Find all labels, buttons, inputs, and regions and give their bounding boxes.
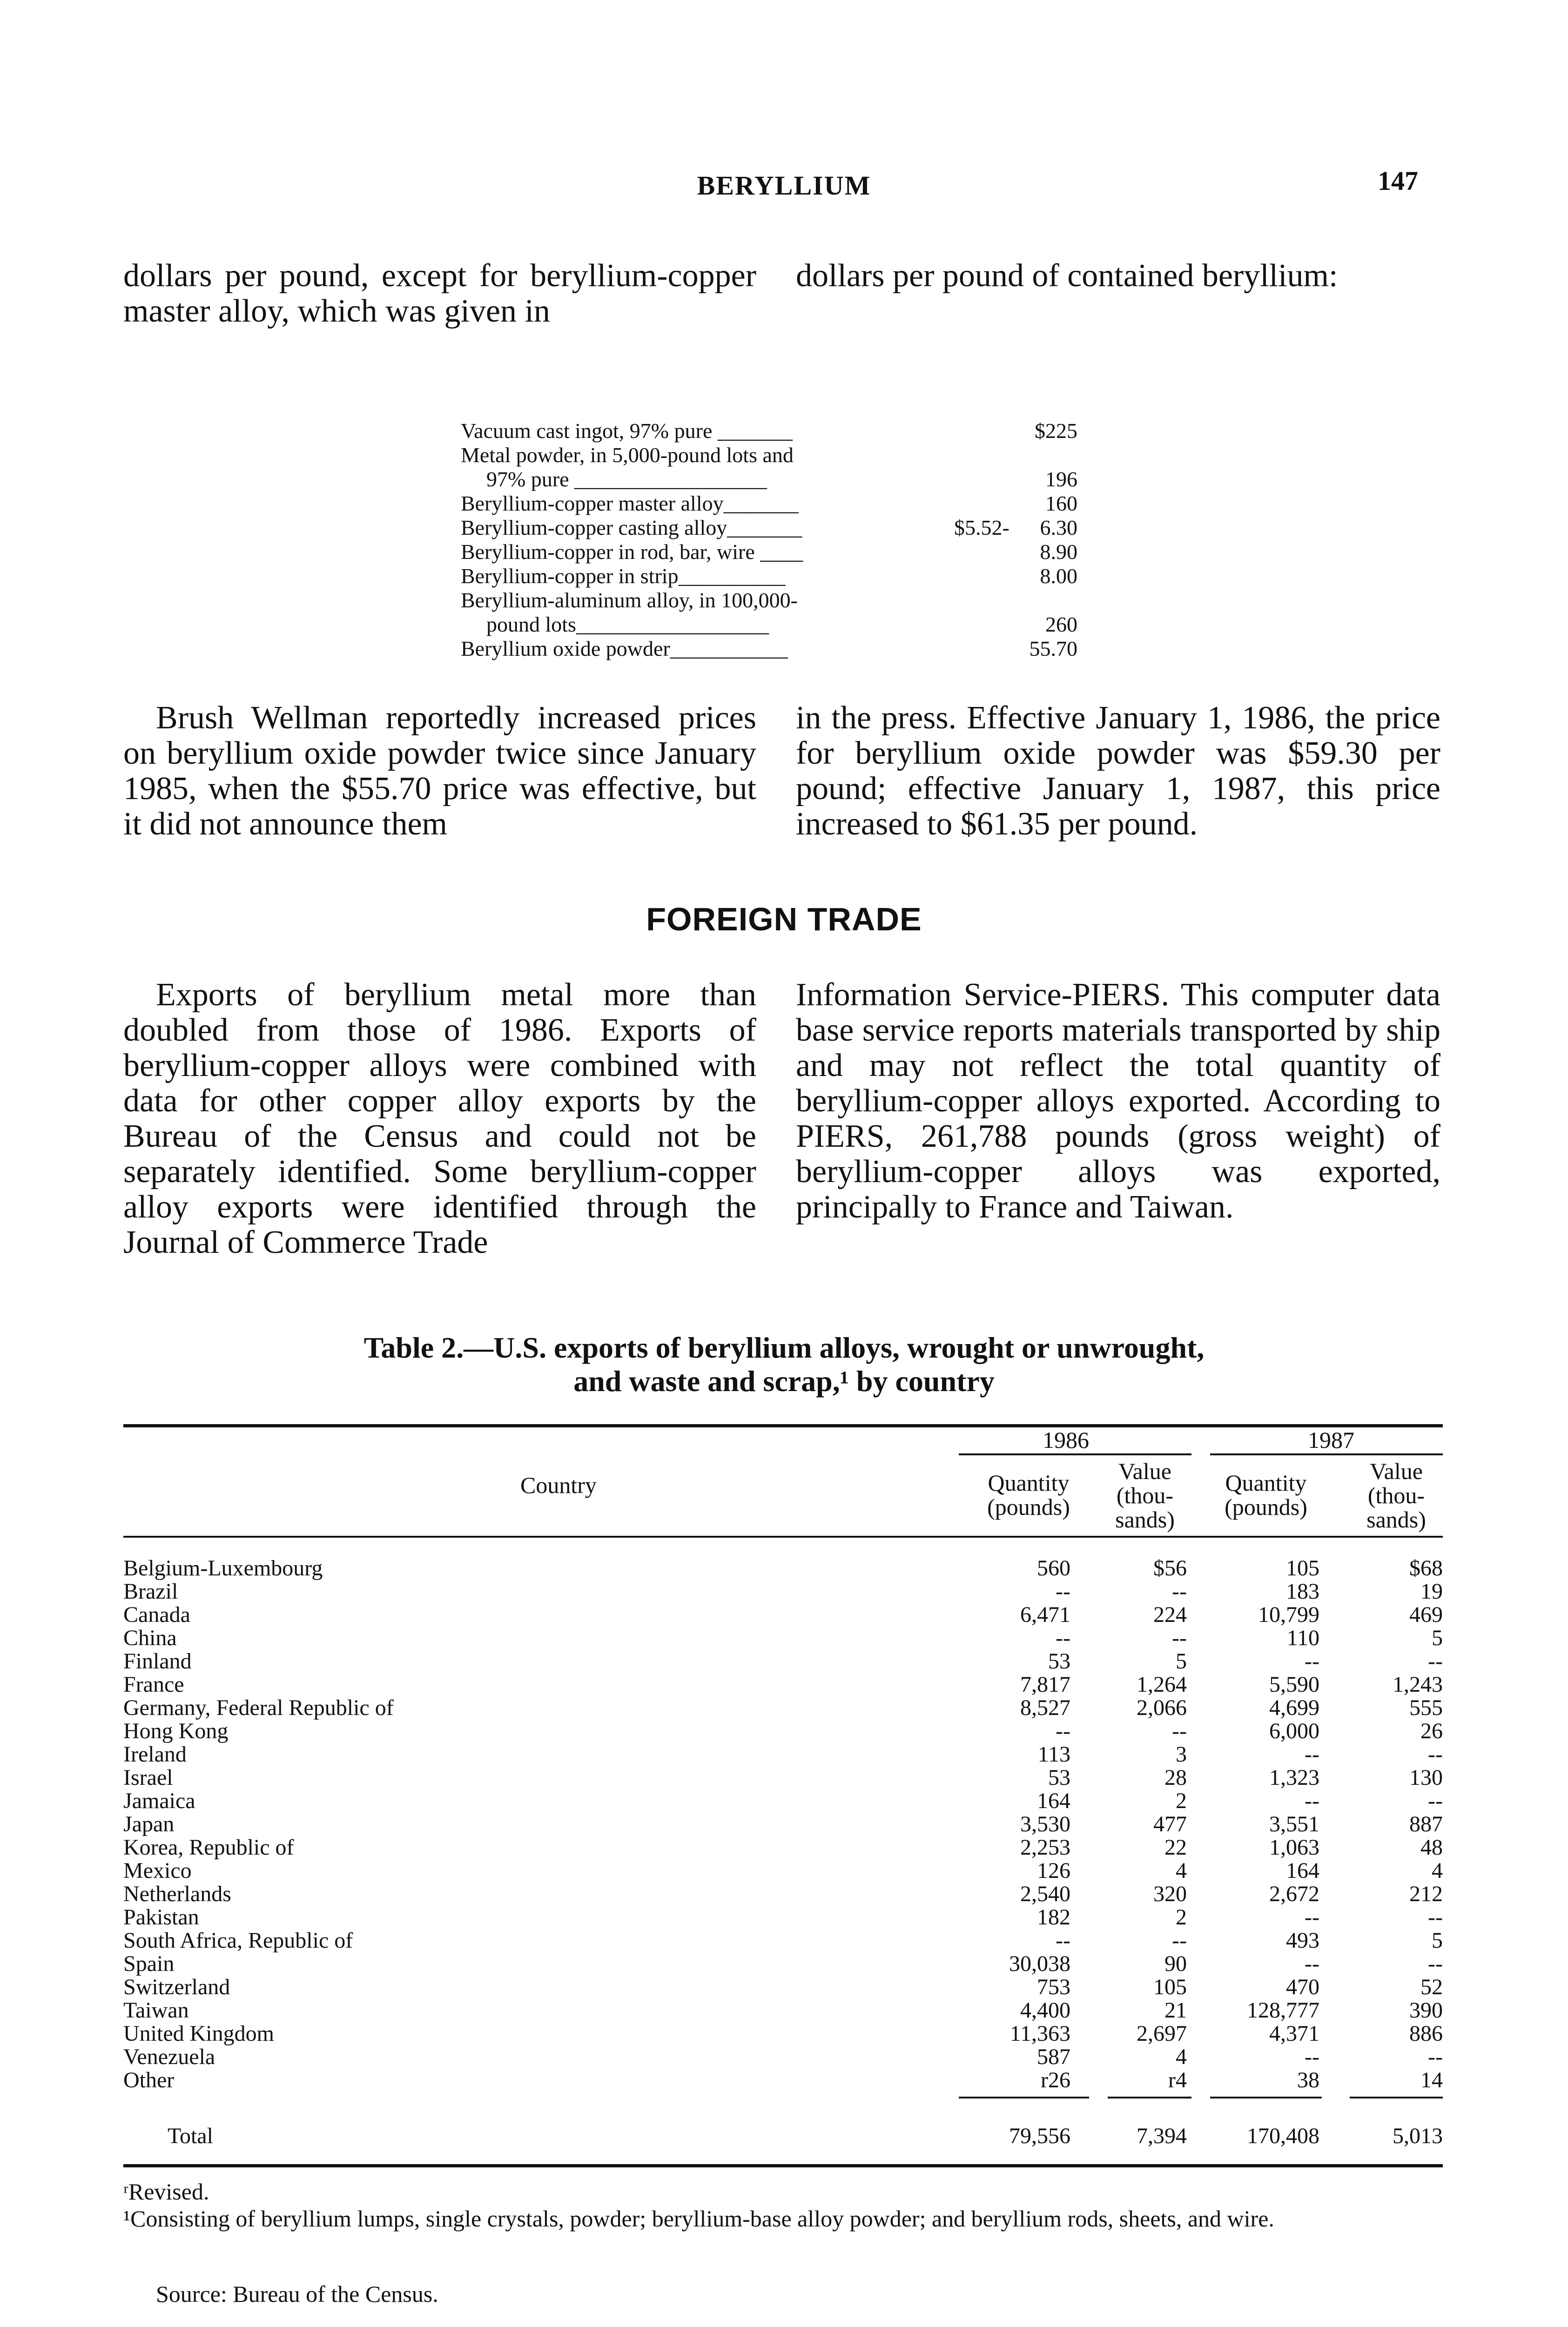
quantity-1986: 126 (1037, 1858, 1070, 1883)
year-1987-rule (1210, 1453, 1443, 1455)
value-1986: 477 (1153, 1812, 1187, 1836)
quantity-1986: 587 (1037, 2045, 1070, 2069)
quantity-1987: 4,371 (1269, 2021, 1319, 2046)
quantity-1987: -- (1305, 2045, 1319, 2069)
value-1987: 5 (1432, 1626, 1443, 1650)
price-paragraph-right (796, 700, 1440, 842)
table-row (123, 1580, 1443, 1603)
country-name: Ireland (123, 1742, 187, 1767)
value-1986: 22 (1164, 1835, 1187, 1860)
value-1986: 2 (1176, 1905, 1187, 1930)
table-row (123, 1743, 1443, 1766)
price-paragraph-left (123, 700, 756, 842)
country-name: Netherlands (123, 1882, 231, 1906)
value-1986: r4 (1168, 2068, 1187, 2092)
value-1987: 1,243 (1393, 1672, 1443, 1697)
quantity-1986: 2,253 (1020, 1835, 1070, 1860)
footnote-revised: ʳRevised. (123, 2179, 209, 2205)
value-1986: 90 (1164, 1951, 1187, 1976)
table-header-rule (123, 1536, 1443, 1538)
table-row (123, 1836, 1443, 1859)
value-1986: $56 (1153, 1556, 1187, 1580)
table-row (123, 2045, 1443, 2069)
country-name: Brazil (123, 1579, 178, 1604)
quantity-1986: r26 (1041, 2068, 1070, 2092)
table-row (123, 2022, 1443, 2045)
price-label: 97% pure __________________ (486, 467, 767, 491)
table-row (123, 2069, 1443, 2092)
quantity-1986: 113 (1037, 1742, 1070, 1767)
price-value: 260 (1045, 612, 1077, 636)
value-1986: 28 (1164, 1765, 1187, 1790)
total-value-1987: 5,013 (1393, 2124, 1443, 2148)
country-name: Pakistan (123, 1905, 199, 1930)
subtotal-rule (1108, 2097, 1191, 2098)
quantity-1986: -- (1056, 1928, 1070, 1953)
page-number: 147 (1378, 166, 1418, 196)
value-1986: 2 (1176, 1789, 1187, 1813)
country-name: France (123, 1672, 184, 1697)
table-row (123, 1976, 1443, 1999)
value-1987: 212 (1409, 1882, 1443, 1906)
total-value-1986: 7,394 (1137, 2124, 1187, 2148)
country-name: Korea, Republic of (123, 1835, 294, 1860)
price-label: pound lots__________________ (486, 612, 769, 636)
country-name: Spain (123, 1951, 175, 1976)
quantity-1986: 560 (1037, 1556, 1070, 1580)
quantity-1986: 30,038 (1009, 1951, 1070, 1976)
quantity-1987: 183 (1286, 1579, 1319, 1604)
price-prefix: $5.52- (954, 516, 1009, 539)
price-label: Beryllium oxide powder___________ (461, 637, 788, 660)
trade-paragraph-right-text: Information Service-PIERS. This computer data base service reports materials transported by ship and may not reflect the total quantity of beryllium-copper alloys exported. According to PIERS, 261,788 pounds (gross weight) of beryllium-copper alloys was exported, principally to France and Taiwan. (796, 977, 1440, 1225)
value-1987: -- (1428, 1905, 1443, 1930)
price-value: 8.90 (1040, 540, 1077, 564)
quantity-1987: -- (1305, 1742, 1319, 1767)
price-row (461, 516, 1112, 540)
table-row (123, 1859, 1443, 1883)
quantity-1987: 128,777 (1247, 1998, 1319, 2023)
country-name: Taiwan (123, 1998, 189, 2023)
year-1986-header: 1986 (1043, 1427, 1089, 1453)
country-name: Other (123, 2068, 175, 2092)
country-name: South Africa, Republic of (123, 1928, 353, 1953)
country-name: Venezuela (123, 2045, 215, 2069)
value-1987: 469 (1409, 1602, 1443, 1627)
quantity-1986: 753 (1037, 1975, 1070, 1999)
quantity-1986: 53 (1048, 1649, 1070, 1674)
value-1987: 26 (1420, 1719, 1443, 1743)
price-value: 55.70 (1029, 637, 1077, 660)
table-row (123, 1720, 1443, 1743)
quantity-1987: 5,590 (1269, 1672, 1319, 1697)
quantity-1987: 164 (1286, 1858, 1319, 1883)
value-1987: 887 (1409, 1812, 1443, 1836)
value-1987-header: Value (thou- sands) (1366, 1458, 1426, 1533)
value-1986: 21 (1164, 1998, 1187, 2023)
quantity-1986: 7,817 (1020, 1672, 1070, 1697)
value-1986: 5 (1176, 1649, 1187, 1674)
quantity-1986: 182 (1037, 1905, 1070, 1930)
quantity-1987-header: Quantity (pounds) (1225, 1470, 1307, 1520)
price-value: 196 (1045, 467, 1077, 491)
value-1987: $68 (1409, 1556, 1443, 1580)
value-1986: -- (1172, 1579, 1187, 1604)
quantity-1987: 10,799 (1258, 1602, 1319, 1627)
quantity-1987: -- (1305, 1905, 1319, 1930)
table-row (123, 1906, 1443, 1929)
running-title: BERYLLIUM (697, 170, 871, 201)
value-1987: 48 (1420, 1835, 1443, 1860)
value-1987: 19 (1420, 1579, 1443, 1604)
value-1987: 5 (1432, 1928, 1443, 1953)
price-paragraph-left-text: Brush Wellman reportedly increased prices on beryllium oxide powder twice since January 1985, when the $55.70 price was effective, but it did not announce them (123, 700, 756, 842)
table-row (123, 1627, 1443, 1650)
quantity-1987: 1,323 (1269, 1765, 1319, 1790)
subtotal-rule (959, 2097, 1089, 2098)
quantity-1986: 2,540 (1020, 1882, 1070, 1906)
trade-paragraph-right (796, 977, 1440, 1225)
country-name: Mexico (123, 1858, 192, 1883)
country-name: Hong Kong (123, 1719, 229, 1743)
total-label: Total (168, 2124, 213, 2148)
value-1986: 3 (1176, 1742, 1187, 1767)
table-row (123, 1789, 1443, 1813)
year-1987-header: 1987 (1308, 1427, 1354, 1453)
price-paragraph-right-text: in the press. Effective January 1, 1986, the price for beryllium oxide powder was $59.30 per pound; effective January 1, 1987, this price increased to $61.35 per pound. (796, 700, 1440, 842)
price-label: Vacuum cast ingot, 97% pure _______ (461, 419, 793, 443)
country-column-header: Country (520, 1472, 597, 1498)
quantity-1986: 3,530 (1020, 1812, 1070, 1836)
table-title-line2: and waste and scrap,¹ by country (573, 1365, 995, 1398)
value-1987: -- (1428, 2045, 1443, 2069)
table-row (123, 1883, 1443, 1906)
quantity-1986: 4,400 (1020, 1998, 1070, 2023)
value-1986: -- (1172, 1928, 1187, 1953)
country-name: Israel (123, 1765, 173, 1790)
table-row (123, 1766, 1443, 1789)
value-1987: -- (1428, 1649, 1443, 1674)
country-name: China (123, 1626, 177, 1650)
price-label: Beryllium-aluminum alloy, in 100,000- (461, 588, 798, 612)
value-1987: 130 (1409, 1765, 1443, 1790)
quantity-1987: 6,000 (1269, 1719, 1319, 1743)
country-name: Belgium-Luxembourg (123, 1556, 323, 1580)
value-1986: -- (1172, 1626, 1187, 1650)
quantity-1987: 470 (1286, 1975, 1319, 1999)
country-name: Germany, Federal Republic of (123, 1695, 394, 1720)
value-1987: 52 (1420, 1975, 1443, 1999)
intro-left (123, 258, 756, 329)
value-1987: -- (1428, 1789, 1443, 1813)
table-row (123, 1603, 1443, 1627)
table-row (123, 1929, 1443, 1952)
quantity-1986: -- (1056, 1719, 1070, 1743)
total-quantity-1987: 170,408 (1247, 2124, 1319, 2148)
quantity-1986: -- (1056, 1626, 1070, 1650)
value-1987: 14 (1420, 2068, 1443, 2092)
quantity-1986: 8,527 (1020, 1695, 1070, 1720)
quantity-1987: -- (1305, 1951, 1319, 1976)
quantity-1987: 493 (1286, 1928, 1319, 1953)
country-name: Jamaica (123, 1789, 195, 1813)
quantity-1987: 2,672 (1269, 1882, 1319, 1906)
price-value: 6.30 (1040, 516, 1077, 539)
quantity-1987: 1,063 (1269, 1835, 1319, 1860)
value-1987: -- (1428, 1951, 1443, 1976)
country-name: Switzerland (123, 1975, 230, 1999)
price-row (461, 612, 1112, 637)
total-quantity-1986: 79,556 (1009, 2124, 1070, 2148)
quantity-1987: -- (1305, 1649, 1319, 1674)
subtotal-rule (1210, 2097, 1322, 2098)
trade-paragraph-left-text: Exports of beryllium metal more than doubled from those of 1986. Exports of beryllium-copper alloys were combined with data for other copper alloy exports by the Bureau of the Census and could not be separately identified. Some beryllium-copper alloy exports were identified through the Journal of Commerce Trade (123, 977, 756, 1260)
value-1986: -- (1172, 1719, 1187, 1743)
value-1987: 555 (1409, 1695, 1443, 1720)
table-row (123, 1650, 1443, 1673)
quantity-1986: 11,363 (1009, 2021, 1070, 2046)
value-1987: 886 (1409, 2021, 1443, 2046)
quantity-1986: 53 (1048, 1765, 1070, 1790)
value-1986-header: Value (thou- sands) (1115, 1458, 1175, 1533)
value-1986: 1,264 (1137, 1672, 1187, 1697)
price-label: Beryllium-copper master alloy_______ (461, 491, 799, 515)
quantity-1987: 38 (1297, 2068, 1319, 2092)
value-1987: -- (1428, 1742, 1443, 1767)
price-value: 160 (1045, 491, 1077, 515)
table-row (123, 1999, 1443, 2022)
price-row (461, 588, 1112, 612)
quantity-1986: 164 (1037, 1789, 1070, 1813)
quantity-1987: 110 (1286, 1626, 1319, 1650)
table-row (123, 1557, 1443, 1580)
price-label: Beryllium-copper in rod, bar, wire ____ (461, 540, 803, 564)
intro-right-text: dollars per pound of contained beryllium: (796, 258, 1338, 294)
price-row (461, 637, 1112, 661)
value-1986: 105 (1153, 1975, 1187, 1999)
price-row (461, 467, 1112, 491)
value-1986: 2,697 (1137, 2021, 1187, 2046)
price-row (461, 443, 1112, 467)
price-value: 8.00 (1040, 564, 1077, 588)
table-total-row (123, 2125, 1443, 2148)
value-1986: 224 (1153, 1602, 1187, 1627)
price-list (461, 419, 1112, 661)
table-row (123, 1696, 1443, 1720)
value-1986: 4 (1176, 1858, 1187, 1883)
price-label: Metal powder, in 5,000-pound lots and (461, 443, 794, 467)
footnote-1: ¹Consisting of beryllium lumps, single crystals, powder; beryllium-base alloy powder; and beryllium rods, sheets, and wire. (123, 2206, 1274, 2232)
value-1986: 2,066 (1137, 1695, 1187, 1720)
value-1987: 390 (1409, 1998, 1443, 2023)
value-1986: 320 (1153, 1882, 1187, 1906)
country-name: Finland (123, 1649, 192, 1674)
price-value: $225 (1035, 419, 1077, 443)
source-note: Source: Bureau of the Census. (156, 2281, 438, 2307)
value-1986: 4 (1176, 2045, 1187, 2069)
subtotal-rule (1350, 2097, 1443, 2098)
quantity-1986-header: Quantity (pounds) (987, 1470, 1070, 1520)
country-name: Canada (123, 1602, 190, 1627)
value-1987: 4 (1432, 1858, 1443, 1883)
table-bottom-rule (123, 2164, 1443, 2167)
quantity-1986: -- (1056, 1579, 1070, 1604)
price-row (461, 540, 1112, 564)
intro-left-text: dollars per pound, except for beryllium-copper master alloy, which was given in (123, 258, 756, 329)
quantity-1987: 4,699 (1269, 1695, 1319, 1720)
section-heading: FOREIGN TRADE (646, 901, 922, 937)
trade-paragraph-left (123, 977, 756, 1260)
quantity-1987: 3,551 (1269, 1812, 1319, 1836)
table-row (123, 1673, 1443, 1696)
table-title-line1: Table 2.—U.S. exports of beryllium alloys, wrought or unwrought, (363, 1331, 1205, 1364)
table-row (123, 1952, 1443, 1976)
price-row (461, 491, 1112, 516)
quantity-1986: 6,471 (1020, 1602, 1070, 1627)
quantity-1987: -- (1305, 1789, 1319, 1813)
year-1986-rule (959, 1453, 1191, 1455)
quantity-1987: 105 (1286, 1556, 1319, 1580)
table-row (123, 1813, 1443, 1836)
price-label: Beryllium-copper in strip__________ (461, 564, 786, 588)
table-top-rule (123, 1424, 1443, 1427)
price-row (461, 419, 1112, 443)
price-label: Beryllium-copper casting alloy_______ (461, 516, 802, 539)
table-title (0, 1331, 1568, 1398)
country-name: United Kingdom (123, 2021, 274, 2046)
country-name: Japan (123, 1812, 175, 1836)
price-row (461, 564, 1112, 588)
intro-right (796, 258, 1440, 294)
